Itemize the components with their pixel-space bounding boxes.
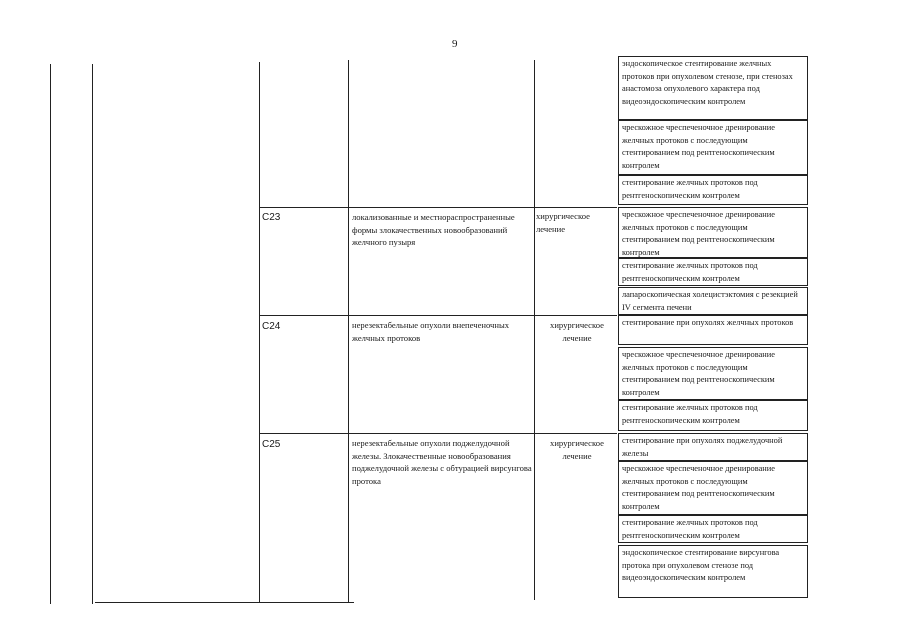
- row-border: [259, 315, 617, 316]
- treatment-method: стентирование желчных протоков под рентгеноскопическим контролем: [618, 400, 808, 431]
- treatment-type: хирургическое лечение: [550, 320, 604, 343]
- column-border: [50, 64, 51, 604]
- table-bottom-border: [95, 602, 354, 603]
- treatment-method: стентирование при опухолях желчных протоков: [618, 315, 808, 345]
- page-number: 9: [452, 38, 458, 50]
- column-border: [92, 64, 93, 604]
- treatment-method: чрескожное чреспеченочное дренирование желчных протоков с последующим стентированием под рентгеноскопическим контролем: [618, 120, 808, 175]
- column-border: [534, 60, 535, 600]
- treatment-method: чрескожное чреспеченочное дренирование желчных протоков с последующим стентированием под рентгеноскопическим контролем: [618, 461, 808, 515]
- column-border: [348, 60, 349, 602]
- icd-code: C23: [262, 212, 281, 223]
- treatment-method: стентирование желчных протоков под рентгеноскопическим контролем: [618, 175, 808, 205]
- treatment-method: эндоскопическое стентирование желчных протоков при опухолевом стенозе, при стенозах анастомоза опухолевого характера под видеоэндоскопическим контролем: [618, 56, 808, 120]
- row-border: [259, 207, 617, 208]
- treatment-method: стентирование при опухолях поджелудочной железы: [618, 433, 808, 461]
- icd-code: C25: [262, 439, 281, 450]
- column-border: [259, 62, 260, 602]
- diagnosis: локализованные и местнораспространенные формы злокачественных новообразований желчного пузыря: [352, 212, 515, 248]
- row-border: [259, 433, 617, 434]
- treatment-method: лапароскопическая холецистэктомия с резекцией IV сегмента печени: [618, 287, 808, 315]
- icd-code: C24: [262, 321, 281, 332]
- treatment-method: чрескожное чреспеченочное дренирование желчных протоков с последующим стентированием под рентгеноскопическим контролем: [618, 347, 808, 400]
- diagnosis: нерезектабельные опухоли внепеченочных желчных протоков: [352, 320, 510, 343]
- treatment-method: стентирование желчных протоков под рентгеноскопическим контролем: [618, 515, 808, 543]
- treatment-type: хирургическое лечение: [550, 438, 604, 461]
- treatment-method: стентирование желчных протоков под рентгеноскопическим контролем: [618, 258, 808, 286]
- treatment-method: эндоскопическое стентирование вирсунгова протока при опухолевом стенозе под видеоэндоскопическим контролем: [618, 545, 808, 598]
- diagnosis: нерезектабельные опухоли поджелудочной железы. Злокачественные новообразования поджелудочной железы с обтурацией вирсунгова протока: [352, 438, 532, 486]
- treatment-type: хирургическое лечение: [536, 211, 590, 234]
- treatment-method: чрескожное чреспеченочное дренирование желчных протоков с последующим стентированием под рентгеноскопическим контролем: [618, 207, 808, 258]
